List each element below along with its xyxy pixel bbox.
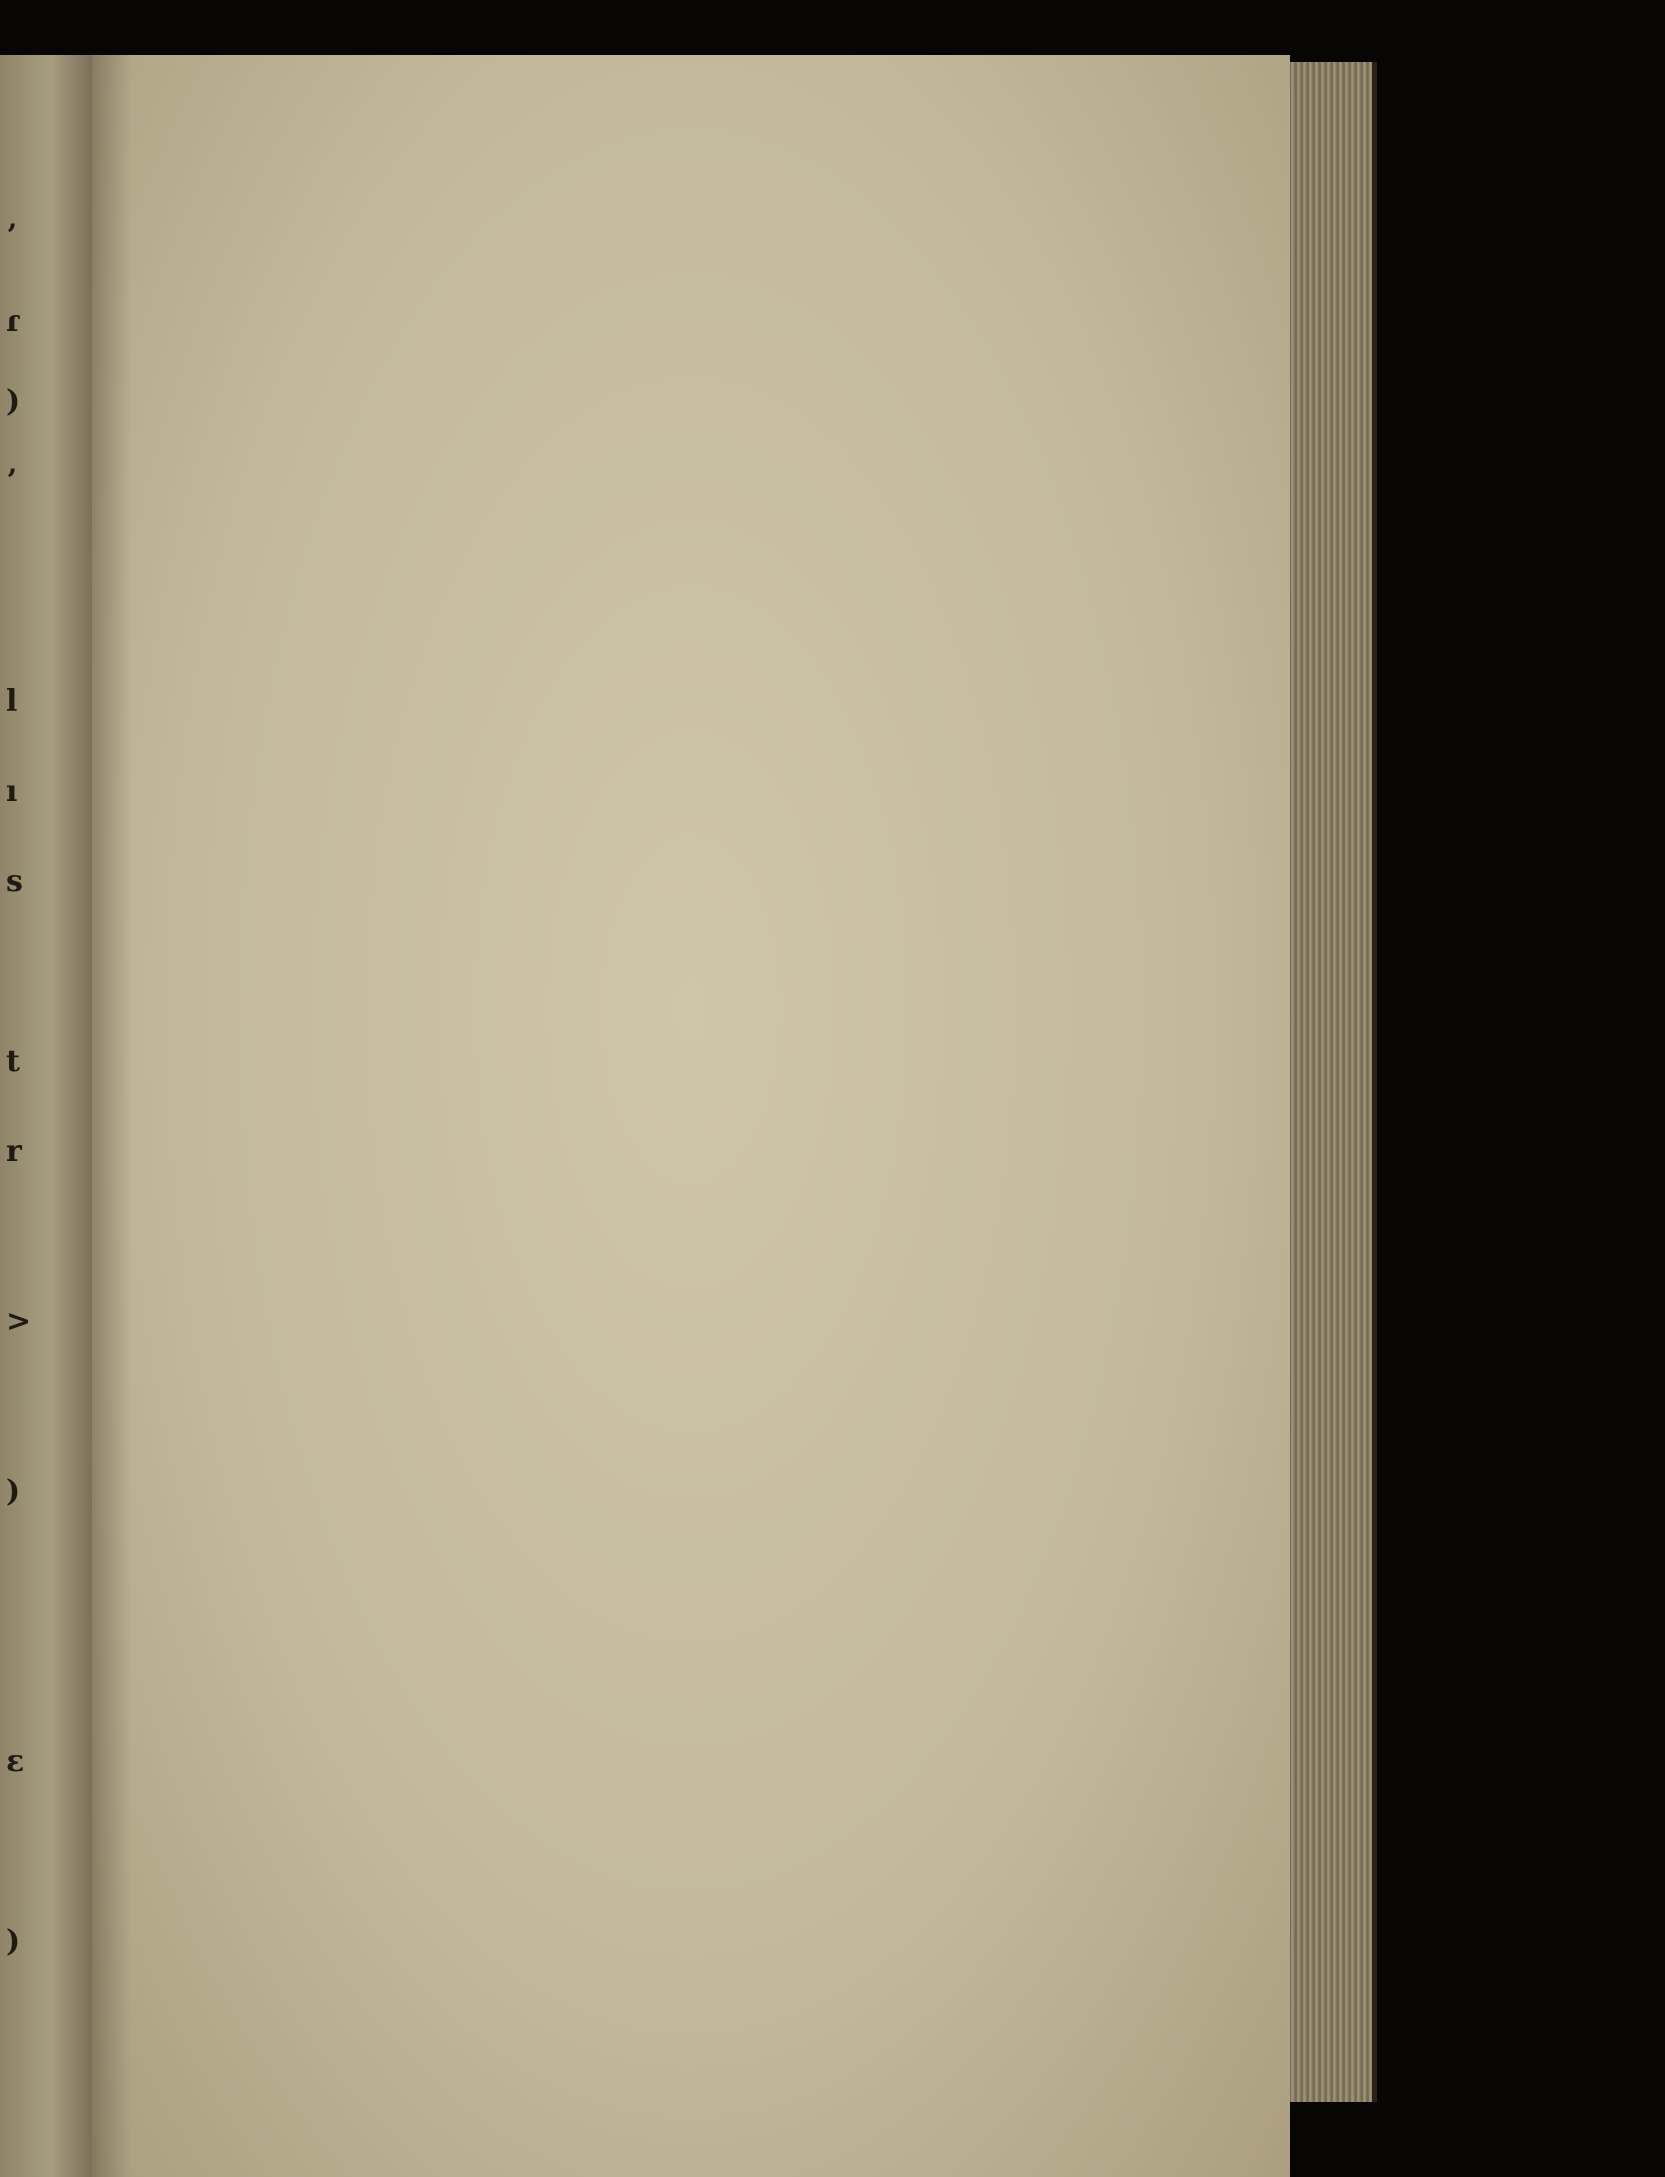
gutter-shadow [92,55,132,2177]
facing-page-edge [0,55,95,2177]
facing-page-fragment: ) [6,384,21,419]
page-block-edge [1290,62,1377,2102]
facing-page-fragment: s [6,864,23,899]
facing-page-fragment: ʼ [6,464,17,499]
facing-page-fragment: l [6,684,18,719]
facing-page-fragment: ı [6,774,18,809]
facing-page-fragment: t [6,1044,20,1079]
facing-page-fragment: ) [6,1924,21,1959]
facing-page-fragment: ) [6,1474,21,1509]
facing-page-fragment: ɾ [6,304,20,339]
facing-page-fragment: r [6,1134,22,1169]
facing-page-fragment: ɛ [6,1744,25,1779]
facing-page-fragment: ʼ [6,219,17,254]
facing-page-fragment: > [6,1304,32,1339]
book-page [92,55,1290,2177]
